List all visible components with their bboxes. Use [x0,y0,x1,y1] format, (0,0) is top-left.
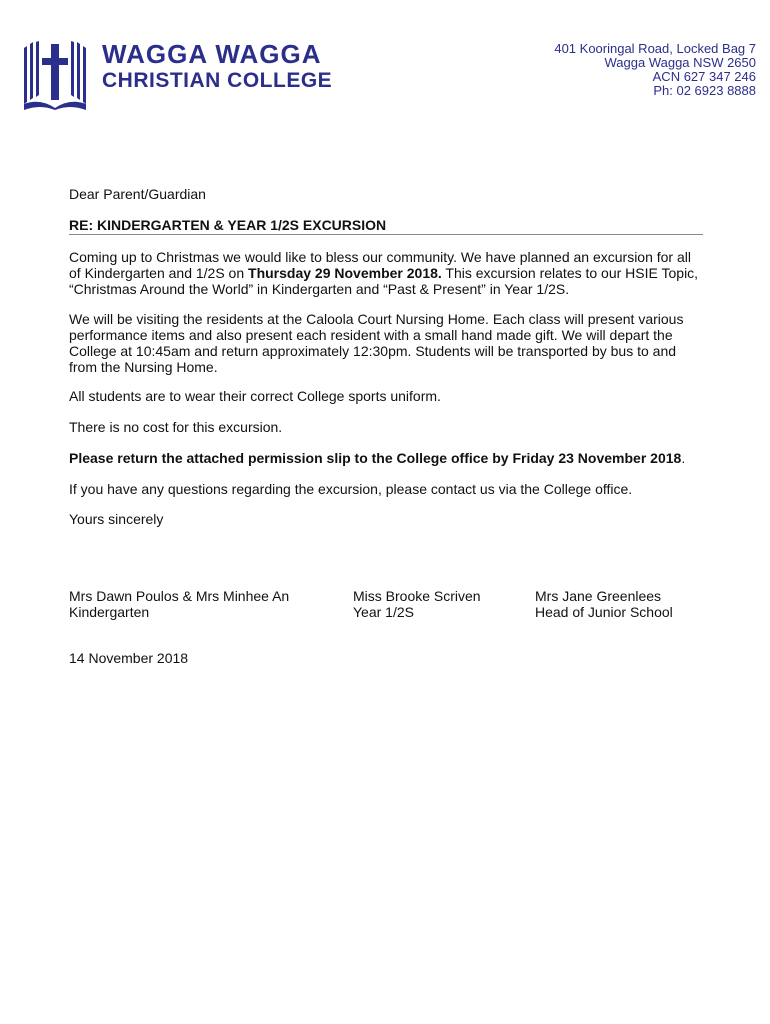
paragraph-2: We will be visiting the residents at the Caloola Court Nursing Home. Each class will present various performance items and also present each resident with a small hand made gift. We will depart the College at 10:45am and return approximately 12:30pm. Students will be transported by bus to and from the Nursing Home. [69,311,684,375]
school-name-line1: WAGGA WAGGA [102,39,322,69]
paragraph-3: All students are to wear their correct College sports uniform. [69,388,441,404]
address-line: 401 Kooringal Road, Locked Bag 7 [554,41,756,56]
school-name-line2: CHRISTIAN COLLEGE [102,69,333,92]
paragraph-6: If you have any questions regarding the excursion, please contact us via the College office. [69,481,633,497]
signatory-year-1-2s [353,588,481,620]
school-address [554,42,756,98]
signatory-name: Mrs Dawn Poulos & Mrs Minhee An [69,588,290,604]
school-name [102,40,332,93]
closing: Yours sincerely [69,511,164,527]
signatory-name: Miss Brooke Scriven [353,588,481,604]
excursion-date: Thursday 29 November 2018. [248,265,442,281]
salutation: Dear Parent/Guardian [69,186,206,202]
signatory-role: Head of Junior School [535,604,673,620]
phone-line: Ph: 02 6923 8888 [653,83,756,98]
signatory-kindergarten [69,588,289,620]
signatory-name: Mrs Jane Greenlees [535,588,662,604]
paragraph-1-text-cont: This excursion relates to our HSIE Topic, “Christmas Around the World” in Kindergarten and “Past & Present” in Year 1/2S. [69,265,699,297]
paragraph-1 [69,249,703,297]
permission-slip-text: Please return the attached permission slip to the College office by Friday 23 November 2018 [69,450,682,466]
subject-line: RE: KINDERGARTEN & YEAR 1/2S EXCURSION [69,217,703,235]
paragraph-1-text: Coming up to Christmas we would like to bless our community. We have planned an excursion for all of Kindergarten and 1/2S on [69,249,691,281]
signatory-head-junior-school [535,588,673,620]
signatory-role: Year 1/2S [353,604,414,620]
address-line: Wagga Wagga NSW 2650 [604,55,756,70]
book-cross-logo-icon [24,40,86,110]
paragraph-4: There is no cost for this excursion. [69,419,283,435]
permission-slip-notice [69,450,703,466]
permission-slip-period: . [681,450,686,466]
letter-date: 14 November 2018 [69,650,189,666]
acn-line: ACN 627 347 246 [652,69,756,84]
signatory-role: Kindergarten [69,604,150,620]
